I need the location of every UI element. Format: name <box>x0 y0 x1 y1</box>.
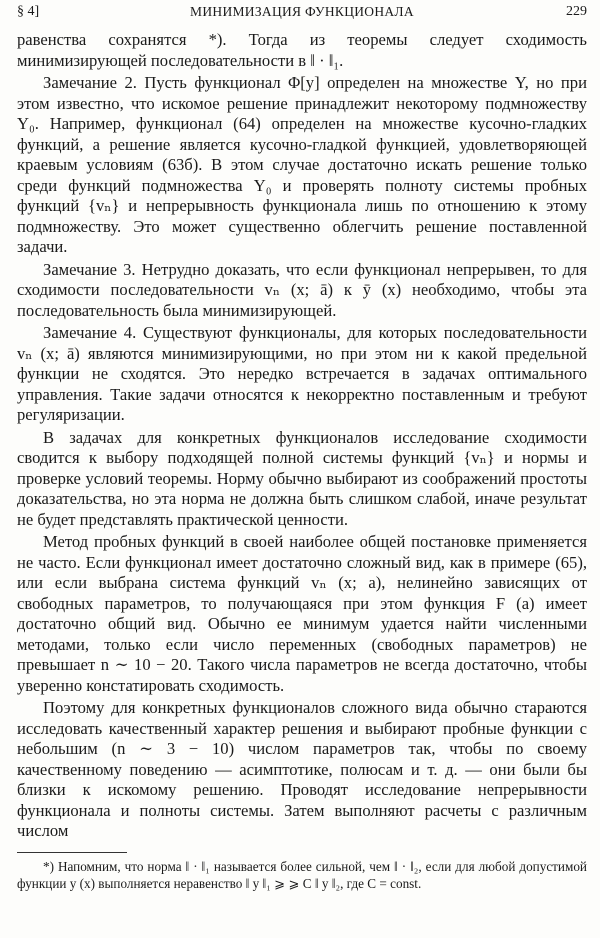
remark-3: Замечание 3. Нетрудно доказать, что если функционал непрерывен, то для сходимости последовательности vₙ (x; ā) к ȳ (x) необходимо, чтобы эта последовательность была минимизирующей. <box>17 259 587 320</box>
paragraph-practice: Поэтому для конкретных функционалов сложного вида обычно стараются исследовать качественный характер решения и выбирают пробные функции с небольшим (n ∼ 3 − 10) числом параметров так, чтобы по своему качественному поведению — асимптотике, полюсам и т. д. — они были бы близки к искомому решению. Проводят исследование непрерывности функционала и полноты системы. Затем выполняют расчеты с различным числом <box>17 698 587 840</box>
running-header <box>17 4 587 22</box>
footnote-text: *) Напомним, что норма ‖ · ‖₁ называется более сильной, чем ‖ · ‖₂, если для любой допустимой функции y (x) выполняется неравенство ‖ y ‖₁ ⩾ ⩾ C ‖ y ‖₂, где C = const. <box>17 859 587 891</box>
remark-2: Замечание 2. Пусть функционал Φ[y] определен на множестве Y, но при этом известно, что искомое решение принадлежит некоторому подмножеству Y₀. Например, функционал (64) определен на множестве кусочно-гладких функций, а решение является кусочно-гладкой функцией, удовлетворяющей краевым условиям (63б). В этом случае достаточно искать решение только среди функций подмножества Y₀ и проверять полноту системы пробных функций {vₙ} и непрерывность функционала лишь по отношению к этому подмножеству. Это может существенно облегчить решение поставленной задачи. <box>17 73 587 256</box>
section-marker: § 4] <box>17 4 40 19</box>
paragraph-continuation: равенства сохранятся *). Тогда из теоремы следует сходимость минимизирующей последовательности в ‖ · ‖₁. <box>17 30 587 70</box>
remark-4: Замечание 4. Существуют функционалы, для которых последовательности vₙ (x; ā) являются минимизирующими, но при этом ни к какой предельной функции не сходятся. Это нередко встречается в задачах оптимального управления. Такие задачи относятся к некорректно поставленным и требуют регуляризации. <box>17 323 587 424</box>
footnote-rule <box>17 852 127 853</box>
main-text <box>17 30 587 842</box>
footnote <box>17 858 587 892</box>
paragraph-trial-functions: Метод пробных функций в своей наиболее общей постановке применяется не часто. Если функционал имеет достаточно сложный вид, как в примере (65), или если выбрана система функций vₙ (x; a), нелинейно зависящих от свободных параметров, то получающаяся при этом функция F (a) имеет достаточно общий вид. Обычно ее минимум удается найти численными методами, только если число переменных (свободных параметров) не превышает n ∼ 10 − 20. Такого числа параметров не всегда достаточно, чтобы уверенно констатировать сходимость. <box>17 532 587 695</box>
running-title: МИНИМИЗАЦИЯ ФУНКЦИОНАЛА <box>190 4 414 19</box>
page-number: 229 <box>566 4 587 19</box>
paragraph-convergence: В задачах для конкретных функционалов исследование сходимости сводится к выбору подходящей полной системы функций {vₙ} и нормы и проверке условий теоремы. Норму обычно выбирают из соображений простоты доказательства, но эта норма не должна быть слишком слабой, иначе результат не будет представлять практической ценности. <box>17 427 587 529</box>
